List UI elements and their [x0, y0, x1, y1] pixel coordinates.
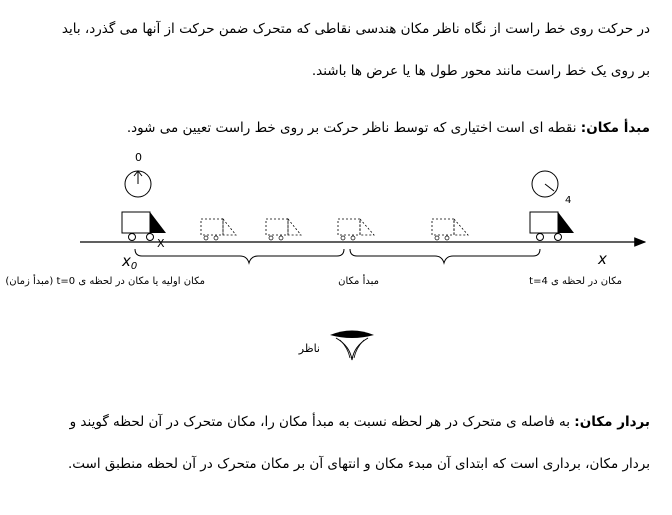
caption-t4-position: مکان در لحظه ی 4=t [529, 276, 622, 287]
cart-final-icon [530, 212, 574, 241]
caption-initial-position: مکان اولیه یا مکان در لحظه ی 0=t (مبدأ زمان) [5, 276, 205, 287]
origin-title: مبدأ مکان: [580, 120, 650, 136]
paragraph-line-6: بردار مکان، برداری است که ابتدای آن مبدء مکان و انتهای آن بر مکان متحرک در آن لحظه منطبق است. [67, 456, 650, 472]
observer-label: ناظر [298, 342, 320, 355]
cross-mark: X [157, 237, 165, 250]
clock-right-label: 4 [565, 195, 572, 206]
observer-eye-icon [330, 331, 374, 361]
clock-left-icon [125, 171, 151, 197]
origin-body: نقطه ای است اختیاری که توسط ناظر حرکت بر روی خط راست تعیین می شود. [126, 120, 581, 136]
paragraph-line-2: بر روی یک خط راست مانند محور طول ها یا عرض ها باشند. [311, 63, 650, 79]
paragraph-line-1: در حرکت روی خط راست از نگاه ناظر مکان هندسی نقاطی که متحرک ضمن حرکت از آنها می گذرد، باید [61, 21, 650, 37]
caption-origin: مبدأ مکان [338, 276, 379, 287]
brace-left [135, 249, 344, 263]
clock-left-label: 0 [135, 151, 142, 164]
vector-definition [70, 414, 650, 431]
x-label: x [598, 250, 607, 268]
clock-right-icon [532, 171, 558, 197]
vector-body: به فاصله ی متحرک در هر لحظه نسبت به مبدأ مکان را، مکان متحرک در آن لحظه گویند و [69, 414, 575, 430]
brace-right [350, 249, 540, 263]
vector-title: بردار مکان: [574, 414, 650, 430]
cart-ghost-icon [201, 219, 468, 235]
cart-ghost-wheels [204, 236, 449, 240]
x0-label: $x_0$ [122, 252, 138, 272]
